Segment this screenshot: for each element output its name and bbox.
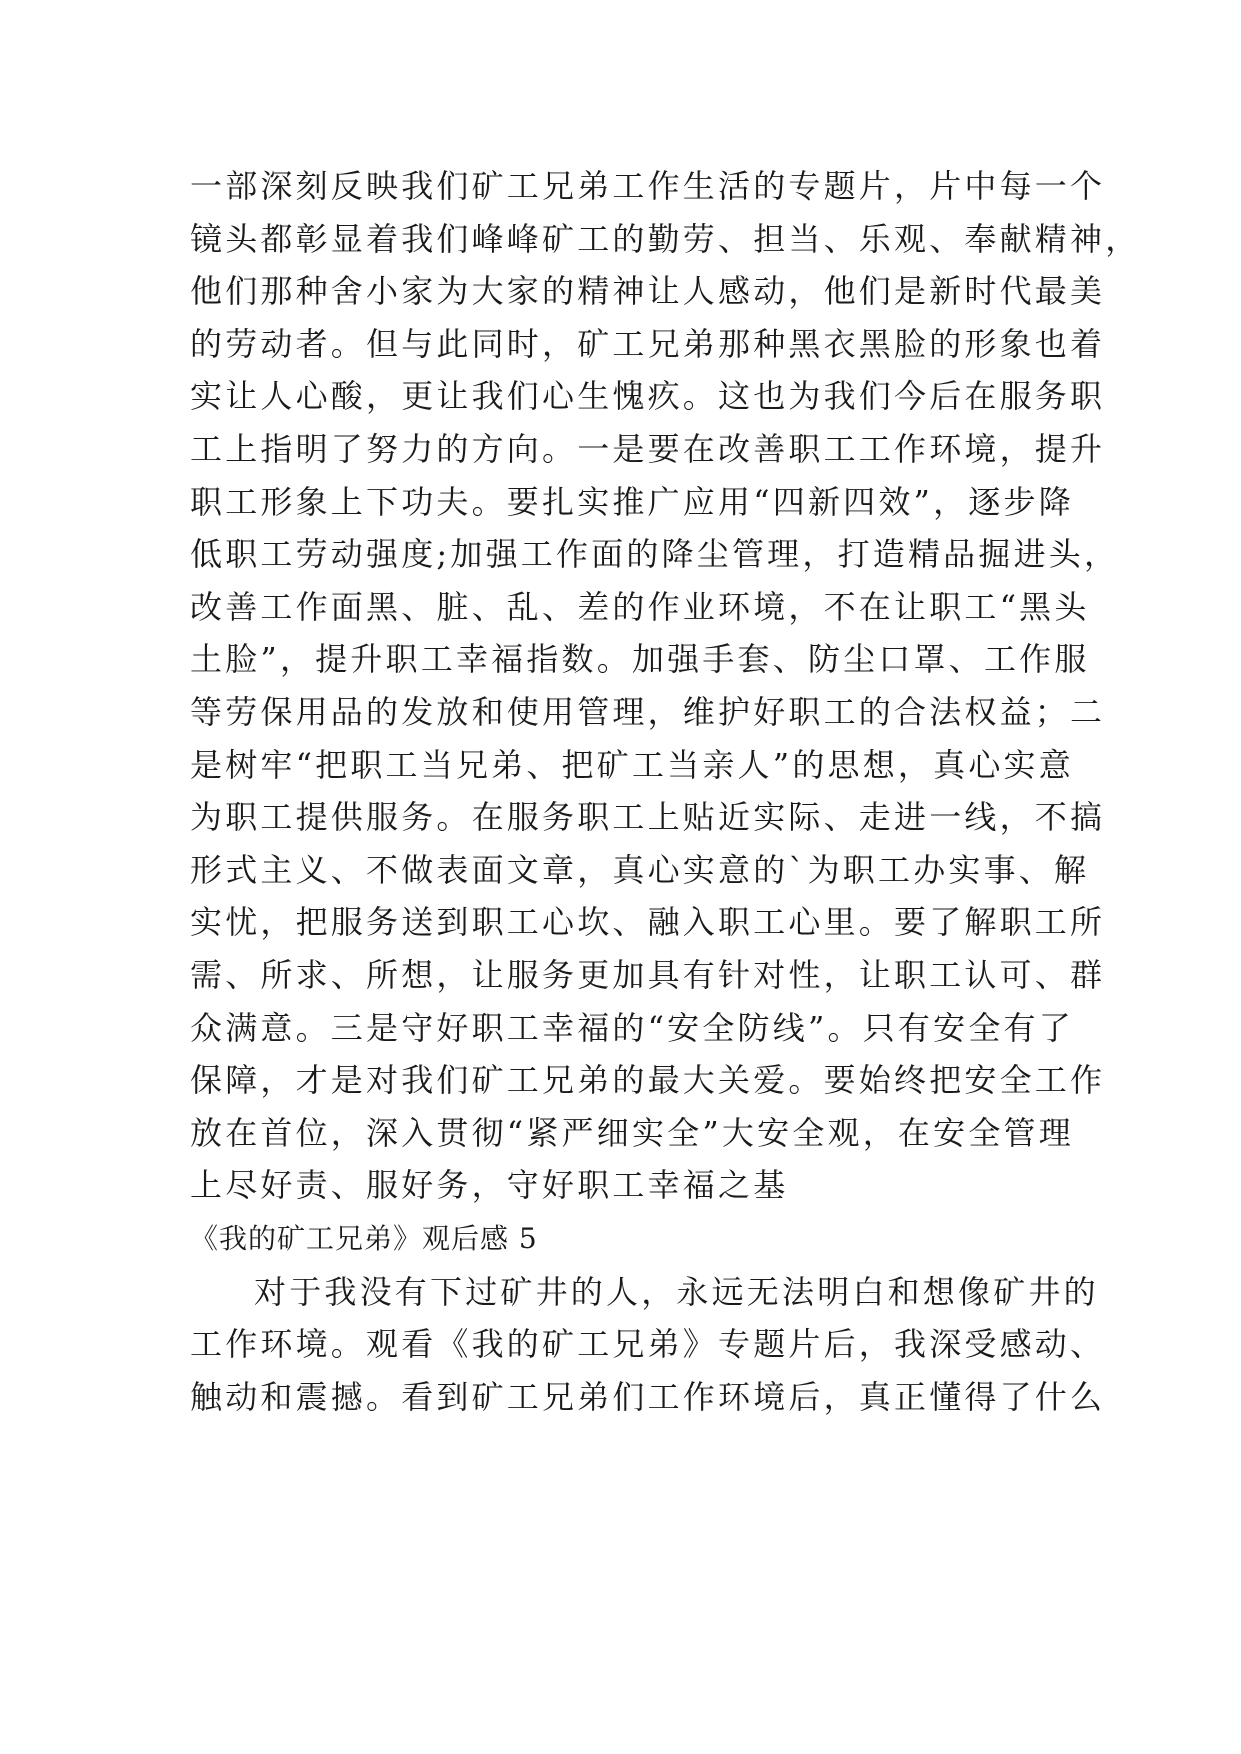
text-line: 为职工提供服务。在服务职工上贴近实际、走进一线，不搞 — [190, 798, 1106, 837]
text-line: 的劳动者。但与此同时，矿工兄弟那种黑衣黑脸的形象也着 — [190, 324, 1106, 363]
text-line: 一部深刻反映我们矿工兄弟工作生活的专题片，片中每一个 — [190, 167, 1106, 205]
text-line: 镜头都彰显着我们峰峰矿工的勤劳、担当、乐观、奉献精神， — [190, 219, 1141, 258]
text-line: 职工形象上下功夫。要扎实推广应用“四新四效”，逐步降 — [190, 482, 1074, 521]
document-body — [190, 160, 1141, 1424]
text-line: 他们那种舍小家为大家的精神让人感动，他们是新时代最美 — [190, 272, 1106, 311]
text-line: 众满意。三是守好职工幸福的“安全防线”。只有安全有了 — [190, 1008, 1074, 1047]
text-line: 土脸”，提升职工幸福指数。加强手套、防尘口罩、工作服 — [190, 640, 1090, 679]
text-line: 实忧，把服务送到职工心坎、融入职工心里。要了解职工所 — [190, 903, 1106, 942]
text-line: 工上指明了努力的方向。一是要在改善职工工作环境，提升 — [190, 429, 1106, 468]
text-line: 需、所求、所想，让服务更加具有针对性，让职工认可、群 — [190, 955, 1106, 994]
text-line: 低职工劳动强度;加强工作面的降尘管理，打造精品掘进头， — [190, 535, 1120, 574]
text-line: 触动和震撼。看到矿工兄弟们工作环境后，真正懂得了什么 — [190, 1378, 1106, 1417]
text-line: 形式主义、不做表面文章，真心实意的`为职工办实事、解 — [190, 850, 1090, 889]
text-line: 对于我没有下过矿井的人，永远无法明白和想像矿井的 — [254, 1272, 1099, 1311]
text-line: 保障，才是对我们矿工兄弟的最大关爱。要始终把安全工作 — [190, 1061, 1106, 1100]
text-line: 上尽好责、服好务，守好职工幸福之基 — [190, 1166, 789, 1205]
section-heading: 《我的矿工兄弟》观后感 5 — [190, 1221, 538, 1255]
text-line: 等劳保用品的发放和使用管理，维护好职工的合法权益；二 — [190, 692, 1106, 731]
paragraph-2 — [190, 1266, 1106, 1424]
paragraph-1 — [190, 160, 1141, 1212]
text-line: 是树牢“把职工当兄弟、把矿工当亲人”的思想，真心实意 — [190, 745, 1074, 784]
text-line: 实让人心酸，更让我们心生愧疚。这也为我们今后在服务职 — [190, 377, 1106, 416]
text-line: 改善工作面黑、脏、乱、差的作业环境，不在让职工“黑头 — [190, 587, 1090, 626]
text-line: 工作环境。观看《我的矿工兄弟》专题片后，我深受感动、 — [190, 1325, 1106, 1364]
text-line: 放在首位，深入贯彻“紧严细实全”大安全观，在安全管理 — [190, 1113, 1074, 1152]
